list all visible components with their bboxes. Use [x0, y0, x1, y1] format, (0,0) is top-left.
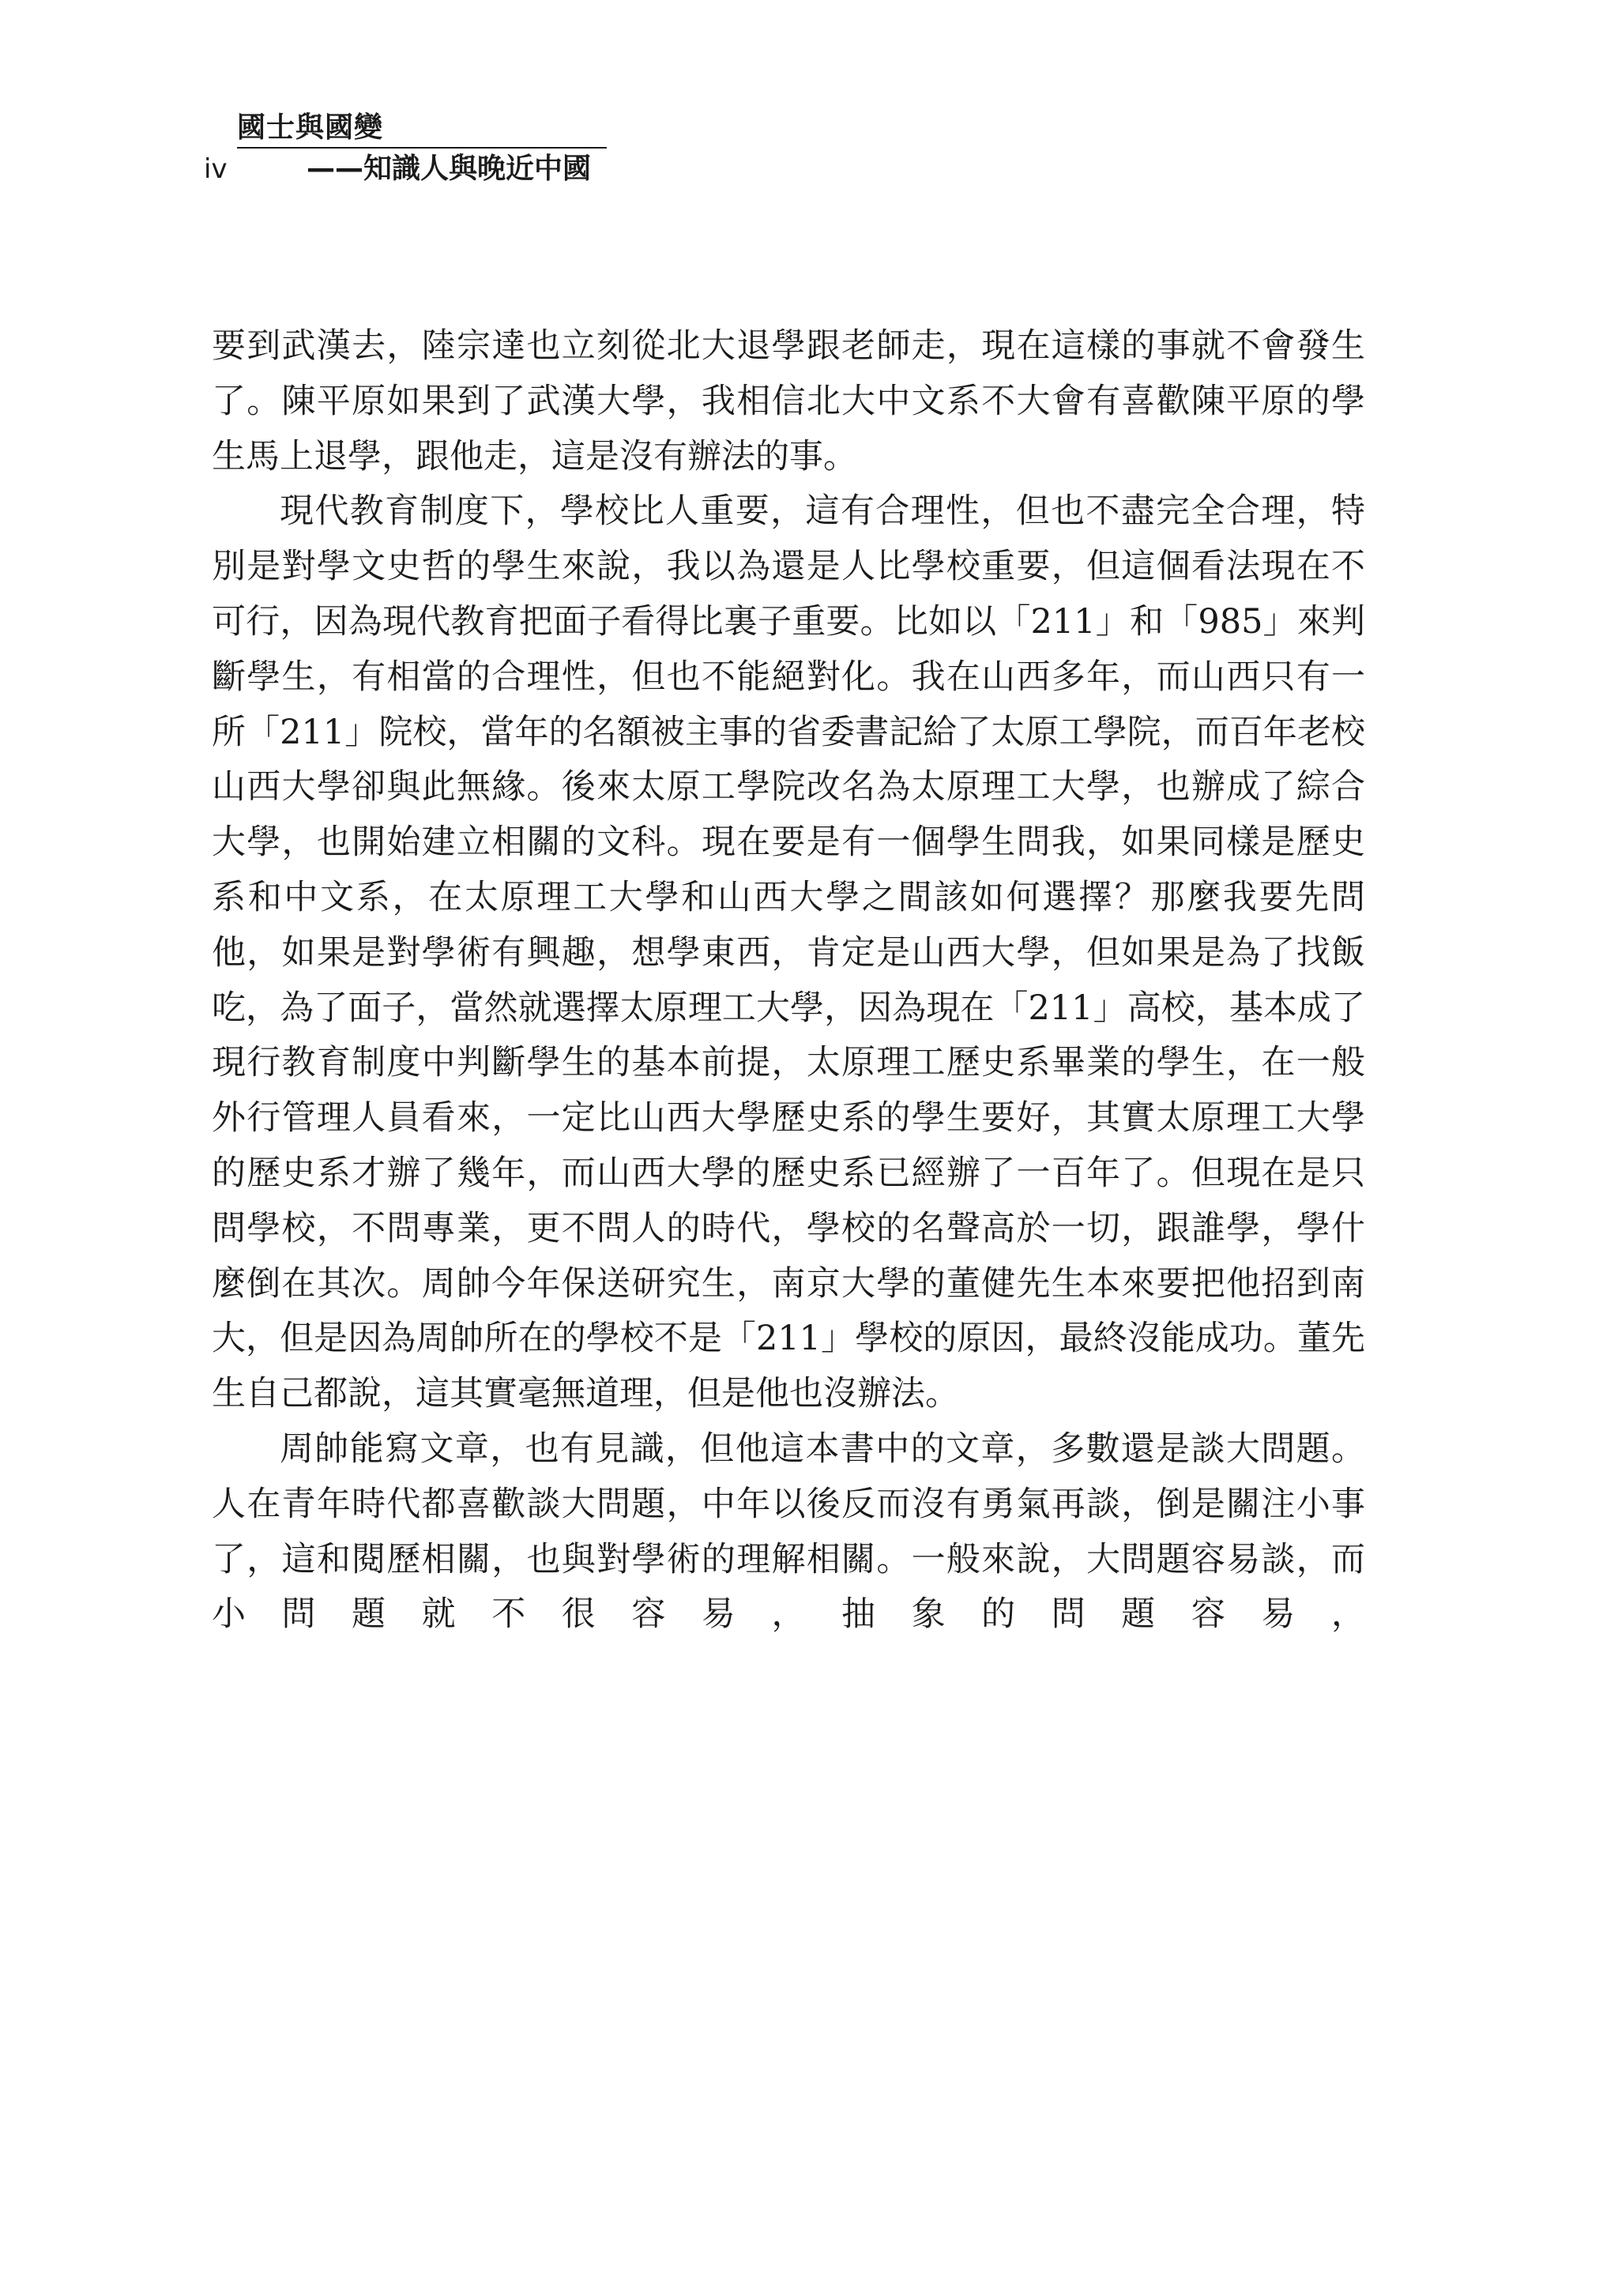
page-body [212, 319, 1365, 1643]
page-number: iv [204, 153, 228, 185]
header-rule [237, 147, 607, 149]
book-title: 國士與國變 [237, 111, 384, 144]
paragraph-continued: 要到武漢去，陸宗達也立刻從北大退學跟老師走，現在這樣的事就不會發生了。陳平原如果到了武漢大學，我相信北大中文系不大會有喜歡陳平原的學生馬上退學，跟他走，這是沒有辦法的事。 [212, 326, 1365, 476]
paragraph: 現代教育制度下，學校比人重要，這有合理性，但也不盡完全合理，特別是對學文史哲的學生來說，我以為還是人比學校重要，但這個看法現在不可行，因為現代教育把面子看得比裏子重要。比如以「211」和「985」來判斷學生，有相當的合理性，但也不能絕對化。我在山西多年，而山西只有一所「211」院校，當年的名額被主事的省委書記給了太原工學院，而百年老校山西大學卻與此無緣。後來太原工學院改名為太原理工大學，也辦成了綜合大學，也開始建立相關的文科。現在要是有一個學生問我，如果同樣是歷史系和中文系，在太原理工大學和山西大學之間該如何選擇？那麼我要先問他，如果是對學術有興趣，想學東西，肯定是山西大學，但如果是為了找飯吃，為了面子，當然就選擇太原理工大學，因為現在「211」高校，基本成了現行教育制度中判斷學生的基本前提，太原理工歷史系畢業的學生，在一般外行管理人員看來，一定比山西大學歷史系的學生要好，其實太原理工大學的歷史系才辦了幾年，而山西大學的歷史系已經辦了一百年了。但現在是只問學校，不問專業，更不問人的時代，學校的名聲高於一切，跟誰學，學什麼倒在其次。周帥今年保送研究生，南京大學的董健先生本來要把他招到南大，但是因為周帥所在的學校不是「211」學校的原因，最終沒能成功。董先生自己都說，這其實毫無道理，但是他也沒辦法。 [212, 491, 1365, 1414]
paragraph: 周帥能寫文章，也有見識，但他這本書中的文章，多數還是談大問題。人在青年時代都喜歡談大問題，中年以後反而沒有勇氣再談，倒是關注小事了，這和閱歷相關，也與對學術的理解相關。一般來說，大問題容易談，而小問題就不很容易，抽象的問題容易， [212, 1428, 1365, 1635]
book-subtitle: ——知識人與晚近中國 [307, 152, 592, 185]
